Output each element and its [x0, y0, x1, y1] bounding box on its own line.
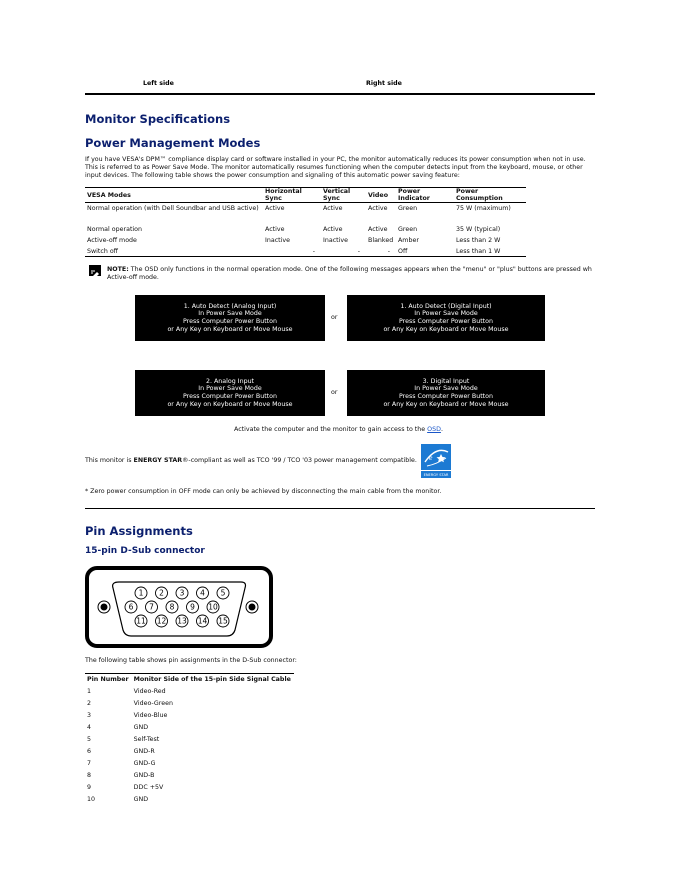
- osd-link[interactable]: OSD: [427, 426, 441, 433]
- energy-logo-text: ENERGY STAR: [421, 470, 451, 479]
- connector-pin-label: 10: [208, 602, 218, 612]
- note-label: NOTE:: [107, 266, 129, 273]
- table-cell: [85, 214, 263, 225]
- table-cell: GND-B: [133, 771, 155, 779]
- table-cell: Active: [323, 204, 343, 212]
- connector-pin-label: 1: [138, 588, 144, 598]
- power-modes-table: [85, 187, 526, 257]
- table-cell: Green: [398, 204, 418, 212]
- table-cell: 7: [87, 759, 92, 767]
- table-cell: [396, 214, 454, 225]
- energy-before: This monitor is: [85, 457, 134, 464]
- table-row: [85, 246, 526, 257]
- intro-line: This is referred to as Power Save Mode. The monitor automatically resumes functioning when the computer detects input from the keyboard, mouse, or other: [85, 164, 583, 171]
- table-cell: Green: [398, 226, 418, 234]
- table-cell: 10: [87, 795, 96, 803]
- table-cell: Inactive: [323, 236, 348, 244]
- energy-star-logo: [421, 444, 451, 478]
- left-side-link[interactable]: Left side: [143, 80, 174, 87]
- power-management-title: Power Management Modes: [85, 136, 261, 150]
- table-cell: [366, 214, 396, 225]
- table-cell: GND: [133, 795, 149, 803]
- message-line: 2. Analog Input: [205, 377, 255, 385]
- table-cell: GND-G: [133, 759, 156, 767]
- table-cell: Active: [368, 204, 388, 212]
- monitor-specifications-title: Monitor Specifications: [85, 112, 231, 126]
- table-cell: 2: [87, 699, 92, 707]
- table-cell: Self-Test: [133, 735, 160, 743]
- table-cell: Less than 1 W: [454, 246, 526, 257]
- message-line: Press Computer Power Button: [182, 318, 277, 325]
- note-icon: [89, 265, 101, 276]
- message-line: Press Computer Power Button: [398, 318, 493, 325]
- table-cell: Normal operation (with Dell Soundbar and USB active): [87, 204, 259, 212]
- connector-title: 15-pin D-Sub connector: [85, 546, 205, 556]
- osd-message-box: [347, 370, 545, 416]
- table-cell: Off: [396, 246, 454, 257]
- section-divider: [85, 508, 595, 509]
- connector-pin-label: 5: [220, 588, 226, 598]
- table-cell: Active: [265, 226, 285, 234]
- energy-brand: ENERGY STAR: [133, 457, 183, 464]
- connector-pin-label: 4: [200, 588, 205, 598]
- table-cell: GND: [133, 723, 149, 731]
- top-divider: [85, 93, 595, 95]
- connector-pin-label: 2: [159, 588, 164, 598]
- table-cell: -: [321, 246, 366, 257]
- connector-pin-label: 11: [136, 616, 146, 626]
- message-line: In Power Save Mode: [198, 310, 262, 318]
- energy-after: ®-compliant as well as TCO '99 / TCO '03 power management compatible.: [182, 457, 417, 464]
- table-cell: Active-off mode: [87, 236, 137, 244]
- table-row: [85, 781, 294, 793]
- table-cell: GND-R: [133, 747, 155, 755]
- message-line: or Any Key on Keyboard or Move Mouse: [167, 400, 293, 408]
- table-cell: 9: [87, 783, 92, 791]
- table-row: [85, 745, 294, 757]
- table-cell: 3: [87, 711, 92, 719]
- message-line: In Power Save Mode: [414, 385, 478, 393]
- table-header-cell: Pin Number: [85, 674, 132, 686]
- footnote: * Zero power consumption in OFF mode can only be achieved by disconnecting the main cable from the monitor.: [85, 488, 442, 495]
- osd-message-box: [135, 295, 325, 341]
- table-header-cell: Vertical Sync: [321, 188, 366, 203]
- message-line: 1. Auto Detect (Digital Input): [400, 302, 492, 310]
- table-cell: Amber: [398, 236, 419, 244]
- activate-text-before: Activate the computer and the monitor to gain access to the: [234, 426, 428, 433]
- pin-assignments-title: Pin Assignments: [85, 524, 193, 538]
- table-cell: -: [263, 246, 321, 257]
- table-header-cell: Horizontal Sync: [263, 188, 321, 203]
- connector-pin-label: 8: [169, 602, 175, 612]
- table-cell: Less than 2 W: [456, 236, 501, 244]
- connector-pin-label: 13: [177, 616, 187, 626]
- message-line: Press Computer Power Button: [398, 393, 493, 400]
- table-row: [85, 214, 526, 225]
- table-cell: 8: [87, 771, 92, 779]
- table-row: [85, 769, 294, 781]
- or-label: or: [331, 314, 338, 321]
- table-row: [85, 685, 294, 697]
- message-line: or Any Key on Keyboard or Move Mouse: [167, 325, 293, 333]
- table-header-cell: Power Indicator: [396, 188, 454, 203]
- message-line: 3. Digital Input: [422, 377, 470, 385]
- activate-text: [234, 426, 443, 434]
- table-row: [85, 757, 294, 769]
- message-line: or Any Key on Keyboard or Move Mouse: [383, 325, 509, 333]
- table-row: [85, 721, 294, 733]
- table-header-cell: Video: [366, 188, 396, 203]
- intro-line: If you have VESA's DPM™ compliance display card or software installed in your PC, the monitor automatically reduces its power consumption when not in use.: [85, 156, 586, 163]
- message-line: or Any Key on Keyboard or Move Mouse: [383, 400, 509, 408]
- table-cell: 4: [87, 723, 92, 731]
- table-row: [85, 697, 294, 709]
- connector-pin-label: 3: [179, 588, 185, 598]
- table-cell: 5: [87, 735, 92, 743]
- note-line: The OSD only functions in the normal operation mode. One of the following messages appears when the "menu" or "plus" buttons are pressed wh: [128, 266, 592, 273]
- svg-text:e: e: [429, 455, 433, 462]
- table-header-row: [85, 674, 294, 686]
- connector-pin-label: 9: [190, 602, 195, 612]
- table-cell: 75 W (maximum): [456, 204, 511, 212]
- table-cell: Video-Blue: [133, 711, 168, 719]
- note-line: Active-off mode.: [107, 274, 159, 281]
- table-cell: Normal operation: [87, 226, 143, 234]
- table-cell: Active: [323, 226, 343, 234]
- table-cell: 1: [87, 687, 92, 695]
- table-header-cell: Power Consumption: [454, 188, 526, 203]
- pin-assignments-table: [85, 673, 294, 805]
- connector-pin-label: 14: [197, 616, 208, 626]
- energy-star-text: [85, 457, 417, 465]
- table-row: [85, 203, 526, 214]
- table-cell: DDC +5V: [133, 783, 164, 791]
- message-line: Press Computer Power Button: [182, 393, 277, 400]
- table-cell: Switch off: [85, 246, 263, 257]
- note-text: [107, 266, 599, 282]
- table-cell: [321, 214, 366, 225]
- or-label: or: [331, 389, 338, 396]
- message-line: In Power Save Mode: [414, 310, 478, 318]
- power-management-intro: [85, 156, 605, 180]
- table-header-cell: Monitor Side of the 15-pin Side Signal Cable: [132, 674, 294, 686]
- table-cell: Active: [265, 204, 285, 212]
- intro-line: input devices. The following table shows the power consumption and signaling of this automatic power saving feature:: [85, 172, 460, 179]
- connector-pin-label: 15: [218, 616, 228, 626]
- table-row: [85, 224, 526, 235]
- table-cell: -: [366, 246, 396, 257]
- table-header-row: [85, 188, 526, 203]
- table-row: [85, 235, 526, 246]
- table-cell: 6: [87, 747, 92, 755]
- table-cell: Video-Green: [133, 699, 173, 707]
- right-side-link[interactable]: Right side: [366, 80, 402, 87]
- message-line: 1. Auto Detect (Analog Input): [183, 302, 277, 310]
- pin-table-intro: The following table shows pin assignments in the D-Sub connector:: [85, 657, 297, 664]
- table-cell: Active: [368, 226, 388, 234]
- activate-text-after: .: [440, 426, 443, 433]
- connector-pin-label: 7: [149, 602, 154, 612]
- message-line: In Power Save Mode: [198, 385, 262, 393]
- table-row: [85, 733, 294, 745]
- table-cell: Video-Red: [133, 687, 166, 695]
- table-cell: [263, 214, 321, 225]
- dsub-connector-diagram: [85, 566, 273, 648]
- osd-message-box: [135, 370, 325, 416]
- table-cell: Blanked: [368, 236, 394, 244]
- table-row: [85, 793, 294, 805]
- table-cell: Inactive: [265, 236, 290, 244]
- table-cell: [454, 214, 526, 225]
- table-cell: 35 W (typical): [456, 226, 501, 234]
- connector-pin-label: 12: [156, 616, 167, 626]
- table-row: [85, 709, 294, 721]
- table-header-cell: VESA Modes: [85, 188, 263, 203]
- osd-message-box: [347, 295, 545, 341]
- connector-pin-label: 6: [128, 602, 134, 612]
